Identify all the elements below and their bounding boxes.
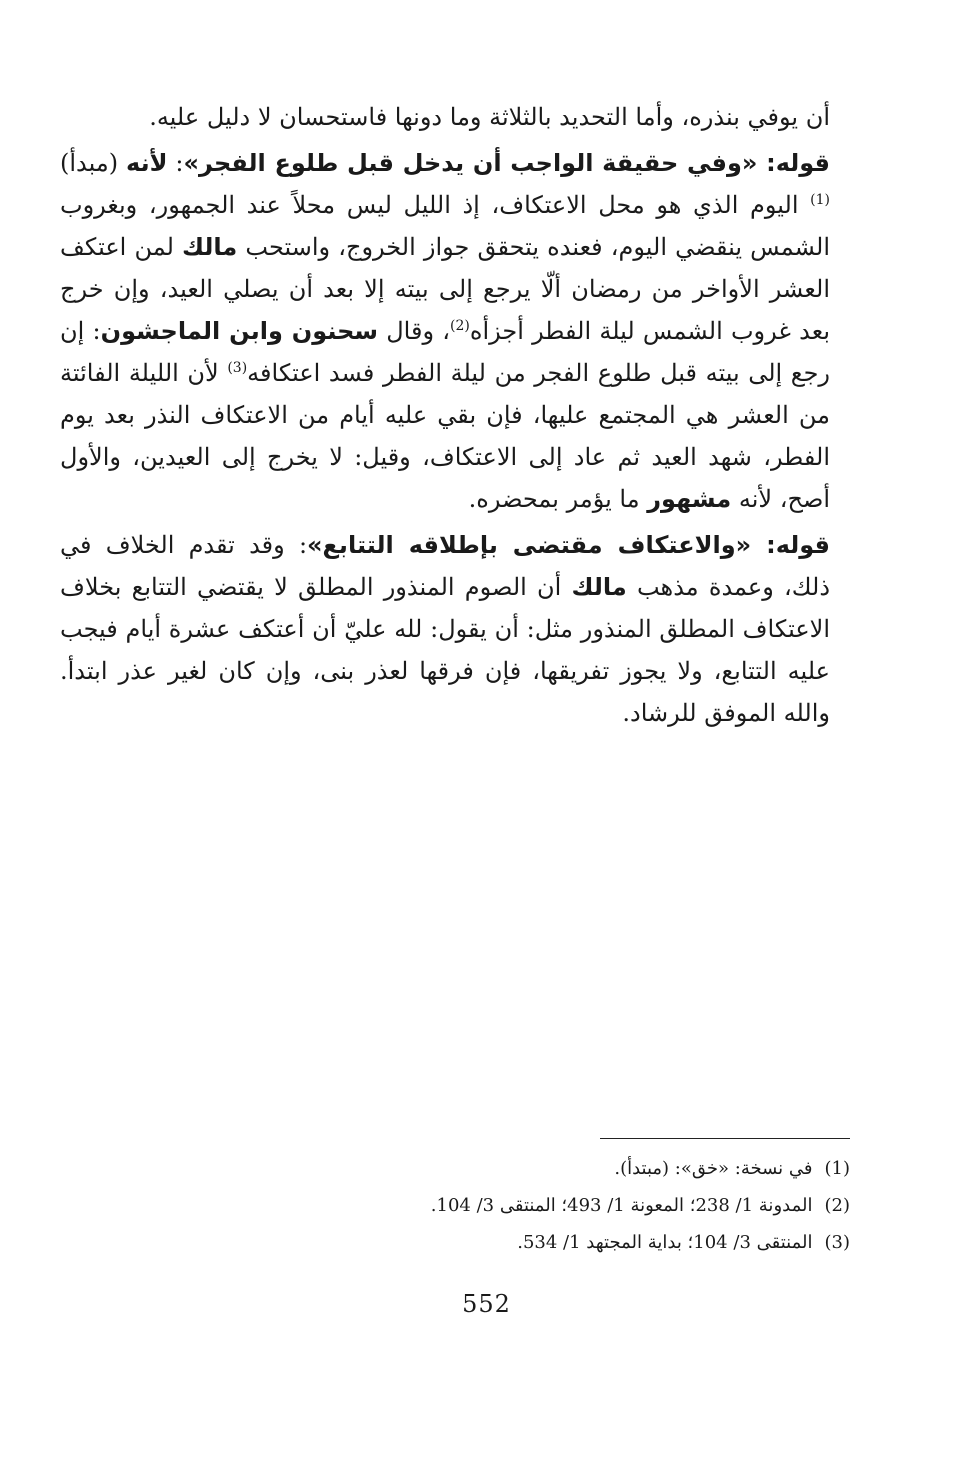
bold-term: لأنه [126,149,168,177]
footnote-text: في نسخة: «خق»: (مبتدأ). [614,1158,813,1179]
text-run: ما يؤمر بمحضره. [468,485,648,513]
bold-term: سحنون وابن الماجشون [100,317,379,345]
footnote-ref-1: (1) [810,192,830,208]
footnote-text: المدونة 1/ 238؛ المعونة 1/ 493؛ المنتقى 3/ 104. [430,1195,813,1216]
footnote-3 [300,1224,850,1261]
qawluhu-lead: قوله: [757,149,831,177]
bold-term: مالك [571,573,627,601]
page-number: 552 [462,1290,511,1318]
main-text [60,96,830,738]
text-run: : وقد تقدم الخلاف في ذلك، وعمدة مذهب [60,531,831,601]
quoted-text: «وفي حقيقة الواجب أن يدخل قبل طلوع الفجر» [183,149,758,177]
text-run: اليوم الذي هو محل الاعتكاف، إذ الليل ليس محلاً عند الجمهور، وبغروب الشمس ينقضي اليوم، فعنده يتحقق جواز الخروج، واستحب [60,191,830,261]
text-run: ، وقال [378,317,451,345]
paragraph-fajr [60,142,830,520]
footnote-number: (3) [824,1232,850,1253]
text-run: أن يوفي بنذره، وأما التحديد بالثلاثة وما دونها فاستحسان لا دليل عليه. [149,103,830,131]
qawluhu-lead: قوله: [751,531,831,559]
footnote-number: (2) [824,1195,850,1216]
text-run: (مبدأ) [60,149,127,177]
bold-term: مشهور [647,485,732,513]
footnote-ref-2: (2) [450,318,470,334]
quoted-text: «والاعتكاف مقتضى بإطلاقه التتابع» [307,531,752,559]
text-run: : [167,149,184,177]
footnotes [300,1150,850,1261]
text-run: لمن اعتكف العشر الأواخر من رمضان ألّا يرجع إلى بيته إلا بعد أن يصلي العيد، وإن خرج بعد غروب الشمس ليلة الفطر أجزأه [60,233,831,345]
text-run: : إن رجع إلى بيته قبل طلوع الفجر من ليلة الفطر فسد اعتكافه [60,317,830,387]
footnote-2 [300,1187,850,1224]
paragraph-tatabu [60,524,830,734]
footnote-text: المنتقى 3/ 104؛ بداية المجتهد 1/ 534. [517,1232,813,1253]
footnote-1 [300,1150,850,1187]
paragraph-continuation [60,96,830,138]
text-run: لأن الليلة الفائتة من العشر هي المجتمع عليها، فإن بقي عليه أيام من الاعتكاف النذر بعد يوم الفطر، شهد العيد ثم عاد إلى الاعتكاف، وقيل: لا يخرج إلى العيدين، والأول أصح، لأنه [60,359,830,513]
text-run: أن الصوم المنذور المطلق لا يقتضي التتابع بخلاف الاعتكاف المطلق المنذور مثل: أن يقول: لله عليّ أن أعتكف عشرة أيام فيجب عليه التتابع، ولا يجوز تفريقها، فإن فرقها لعذر بنى، وإن كان لغير عذر ابتدأ. والله الموفق للرشاد. [60,573,830,727]
footnote-ref-3: (3) [227,360,248,376]
bold-term: مالك [182,233,238,261]
footnote-separator [600,1138,850,1139]
footnote-number: (1) [824,1158,850,1179]
